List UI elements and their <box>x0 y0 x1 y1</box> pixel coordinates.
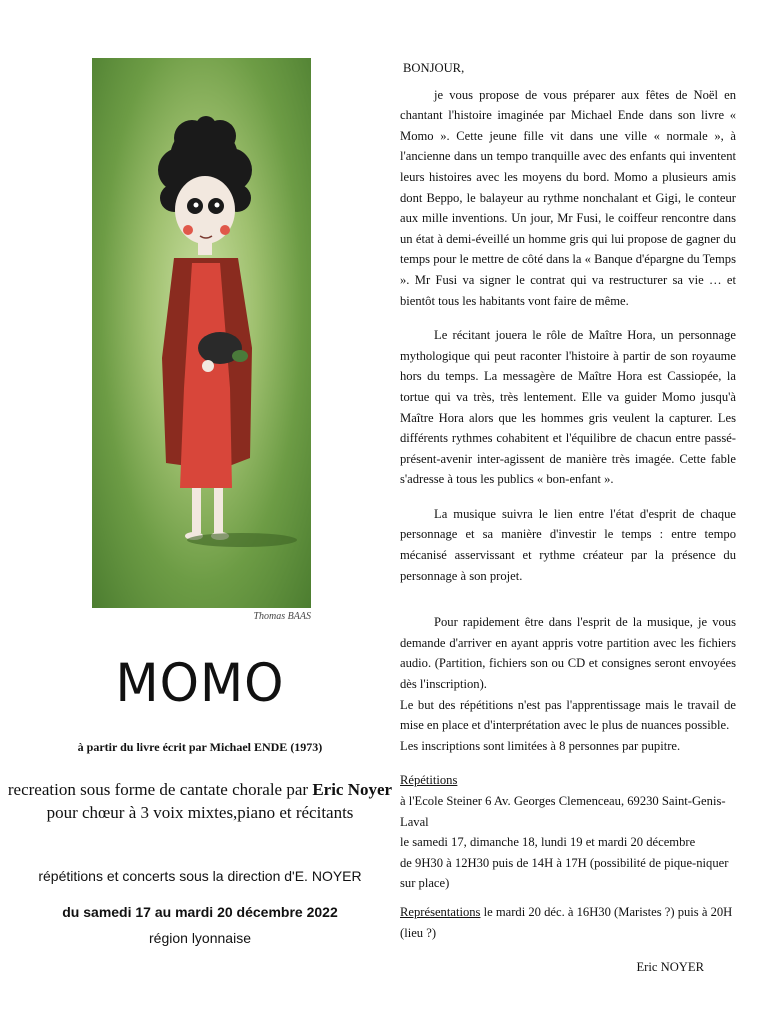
momo-illustration <box>92 58 311 608</box>
recreation-author: Eric Noyer <box>312 780 393 799</box>
paragraph-4: Pour rapidement être dans l'esprit de la musique, je vous demande d'arriver en ayant appris votre partition avec les fichiers audio. (Partition, fichiers son ou CD et consignes seront envoyées dès l'inscription). <box>400 615 736 692</box>
performances-heading: Représentations <box>400 904 481 919</box>
signature: Eric NOYER <box>636 960 704 975</box>
recreation-text <box>0 778 400 824</box>
rehearsals-line-1: à l'Ecole Steiner 6 Av. Georges Clemenceau, 69230 Saint-Genis-Laval <box>400 794 726 829</box>
momo-illustration-icon <box>92 58 311 608</box>
subtitle: à partir du livre écrit par Michael ENDE (1973) <box>77 740 323 754</box>
direction-text: répétitions et concerts sous la direction d'E. NOYER <box>38 868 362 884</box>
greeting: BONJOUR, <box>403 61 465 75</box>
recreation-line2: pour chœur à 3 voix mixtes,piano et récitants <box>46 803 354 822</box>
paragraph-2: Le récitant jouera le rôle de Maître Hora, un personnage mythologique qui peut raconter l'histoire à partir de son royaume hors du temps. La messagère de Maître Hora est Cassiopée, la tortue qui va très, très lentement. Elle va guider Momo jusqu'à Maître Hora alors que les hommes gris veulent la capturer. Les différents rythmes cohabitent et l'équilibre de chacun entre passé-présent-avenir inter-agissent de manière très imagée. Cette fable s'adresse à tous les publics « bon-enfant ». <box>400 328 736 487</box>
performances-text: le mardi 20 déc. à 16H30 (Maristes ?) puis à 20H (lieu ?) <box>400 904 733 940</box>
paragraph-1: je vous propose de vous préparer aux fêtes de Noël en chantant l'histoire imaginée par Michael Ende dans son livre « Momo ». Cette jeune fille vit dans une ville « normale », à l'ancienne dans un tempo tranquille avec des enfants qui inventent leurs histoires avec les moyens du bord. Momo a plusieurs amis dont Beppo, le balayeur au rythme nonchalant et Gigi, le conteur aux mille inventions. Un jour, Mr Fusi, le coiffeur rencontre dans un état à demi-éveillé un homme gris qui lui propose de gagner du temps pour le mettre de côté dans la « Banque d'épargne du Temps ». Mr Fusi va signer le contrat qui va restructurer sa vie … et bientôt tous les habitants vont faire de même. <box>400 87 736 308</box>
event-dates: du samedi 17 au mardi 20 décembre 2022 <box>62 904 338 920</box>
paragraph-5: Le but des répétitions n'est pas l'apprentissage mais le travail de mise en place et d'interprétation avec le plus de nuances possible. <box>400 697 736 733</box>
event-region: région lyonnaise <box>149 930 251 946</box>
paragraph-3: La musique suivra le lien entre l'état d'esprit de chaque personnage et sa manière d'investir le temps : entre tempo mécanisé asservissant et rythme créateur par la présence du personnage à son projet. <box>400 506 736 583</box>
rehearsals-heading: Répétitions <box>400 773 458 788</box>
performances-line <box>400 902 736 943</box>
illustration-credit: Thomas BAAS <box>253 611 311 622</box>
rehearsals-line-3: de 9H30 à 12H30 puis de 14H à 17H (possibilité de pique-niquer sur place) <box>400 855 729 891</box>
letter-body <box>400 58 736 978</box>
page-title: MOMO <box>115 652 285 714</box>
paragraph-6: Les inscriptions sont limitées à 8 personnes par pupitre. <box>400 738 681 753</box>
recreation-prefix: recreation sous forme de cantate chorale par <box>7 780 313 799</box>
rehearsals-line-2: le samedi 17, dimanche 18, lundi 19 et mardi 20 décembre <box>400 835 696 850</box>
